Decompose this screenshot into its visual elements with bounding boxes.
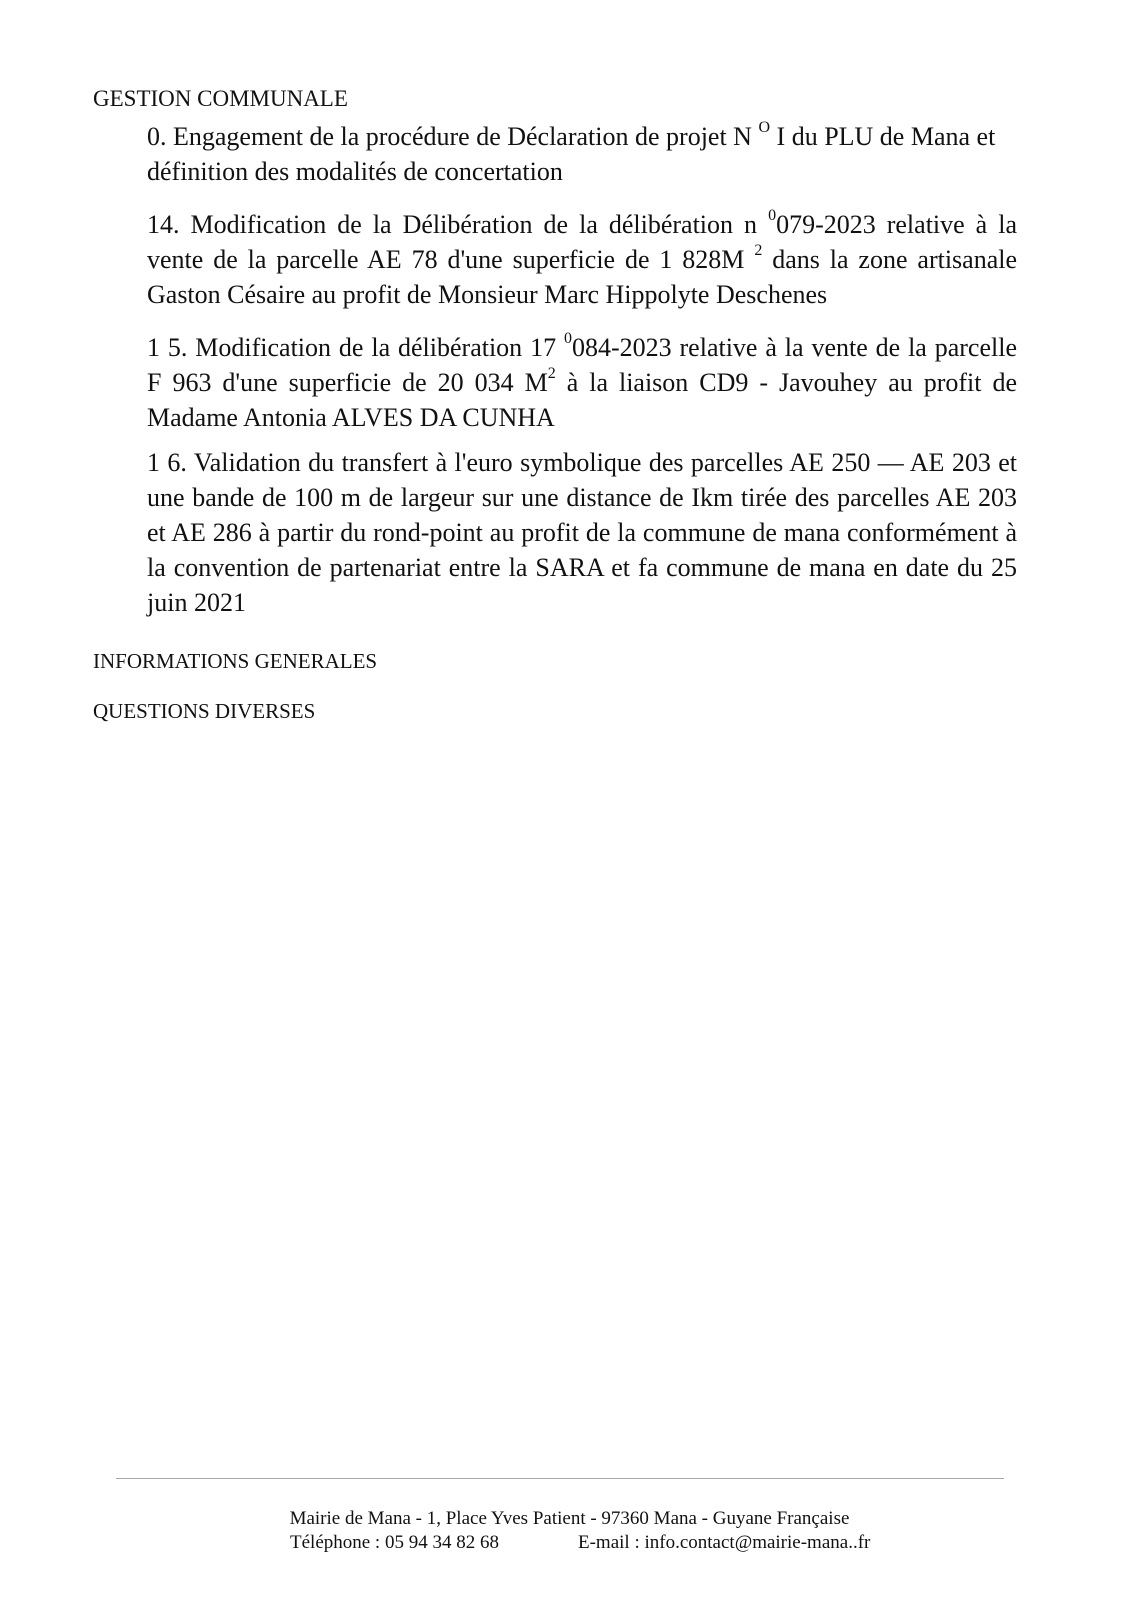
superscript: O <box>758 119 771 137</box>
agenda-item-16: 1 6. Validation du transfert à l'euro symbolique des parcelles AE 250 — AE 203 et une bande de 100 m de largeur sur une distance de Ikm tirée des parcelles AE 203 et AE 286 à partir du rond-point au profit de la commune de mana conformément à la convention de partenariat entre la SARA et fa commune de mana en date du 25 juin 2021 <box>147 448 1017 617</box>
agenda-item-14 <box>147 207 1017 312</box>
item-text: dans la zone artisanale Gaston Césaire au profit de Monsieur Marc Hippolyte Deschenes <box>147 245 1018 309</box>
section-title-gestion-communale: GESTION COMMUNALE <box>93 86 348 111</box>
superscript: 0 <box>768 207 777 225</box>
item-text: 14. Modification de la Délibération de la délibération n <box>147 210 769 239</box>
footer-phone: Téléphone : 05 94 34 82 68 <box>290 1532 499 1553</box>
item-text: 079-2023 relative à la vente de la parcelle AE 78 d'une superficie de 1 828M <box>147 210 1017 274</box>
section-title-informations-generales: INFORMATIONS GENERALES <box>93 649 378 673</box>
item-text: 084-2023 relative à la vente de la parcelle F 963 d'une superficie de 20 034 M <box>147 333 1017 397</box>
footer-address: Mairie de Mana - 1, Place Yves Patient - 97360 Mana - Guyane Française <box>289 1508 850 1529</box>
agenda-item-0 <box>147 119 1017 189</box>
superscript: 0 <box>563 330 572 348</box>
agenda-items <box>147 119 1017 620</box>
agenda-item-15 <box>147 330 1017 435</box>
item-text: 1 5. Modification de la délibération 17 <box>147 333 564 362</box>
footer-email: E-mail : info.contact@mairie-mana..fr <box>578 1532 871 1553</box>
item-text: I du PLU de Mana et définition des modalités de concertation <box>147 122 996 186</box>
item-text: 0. Engagement de la procédure de Déclaration de projet N <box>147 122 759 151</box>
superscript: 2 <box>547 365 556 383</box>
item-text: à la liaison CD9 - Javouhey au profit de Madame Antonia ALVES DA CUNHA <box>147 368 1017 432</box>
footer-divider <box>116 1478 1004 1479</box>
superscript: 2 <box>754 242 763 260</box>
section-title-questions-diverses: QUESTIONS DIVERSES <box>93 699 316 723</box>
